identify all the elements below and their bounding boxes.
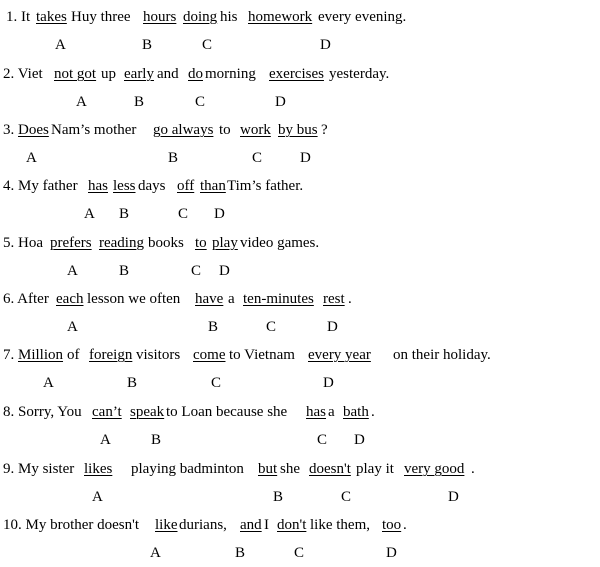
- q10-letter-a: A: [150, 545, 161, 561]
- q9-text: 9. My sister: [3, 461, 75, 477]
- q3-text: ?: [321, 122, 328, 138]
- q6-text: lesson we often: [87, 291, 181, 307]
- q8-text: .: [371, 404, 375, 420]
- question-7-letters: [0, 373, 600, 393]
- q3-text: Nam’s mother: [51, 122, 137, 138]
- q1-option-b-word: hours: [143, 9, 177, 25]
- q10-letter-b: B: [235, 545, 246, 561]
- q7-letter-d: D: [323, 375, 334, 391]
- q4-option-c-word: off: [177, 178, 195, 194]
- q9-letter-b: B: [273, 489, 284, 505]
- q2-letter-a: A: [76, 94, 87, 110]
- q1-letter-c: C: [202, 37, 213, 53]
- q2-text: 2. Viet: [3, 66, 43, 82]
- q4-text: Tim’s father.: [227, 178, 304, 194]
- q7-text: of: [67, 347, 80, 363]
- q2-text: up: [101, 66, 116, 82]
- question-6-letters: [0, 317, 600, 337]
- q6-option-d-word: rest: [323, 291, 345, 307]
- q6-letter-b: B: [208, 319, 219, 335]
- q10-text: like them,: [310, 517, 370, 533]
- question-5-letters: [0, 261, 600, 281]
- q8-letter-d: D: [354, 432, 365, 448]
- q2-option-a-word: not got: [54, 66, 97, 82]
- q10-text: durians,: [179, 517, 227, 533]
- q8-text: a: [328, 404, 335, 420]
- q5-letter-a: A: [67, 263, 78, 279]
- question-8-letters: [0, 430, 600, 450]
- q1-text: Huy three: [71, 9, 131, 25]
- q3-option-d-word: by bus: [278, 122, 318, 138]
- q5-letter-b: B: [119, 263, 130, 279]
- q2-text: morning: [205, 66, 256, 82]
- q6-letter-c: C: [266, 319, 277, 335]
- q9-option-b-word: but: [258, 461, 278, 477]
- question-9-letters: [0, 487, 600, 507]
- q7-text: 7.: [3, 347, 15, 363]
- q1-text: his: [220, 9, 238, 25]
- q6-text: .: [348, 291, 352, 307]
- q3-text: 3.: [3, 122, 15, 138]
- q1-text: every evening.: [318, 9, 407, 25]
- q9-letter-d: D: [448, 489, 459, 505]
- q10-option-d-word: too: [382, 517, 402, 533]
- q3-letter-d: D: [300, 150, 311, 166]
- q5-option-c-word: to: [195, 235, 207, 251]
- q7-text: on their holiday.: [393, 347, 491, 363]
- q10-text: I: [264, 517, 269, 533]
- q1-option-a-word: takes: [36, 9, 67, 25]
- q4-option-a-word: has: [88, 178, 108, 194]
- q5-letter-c: C: [191, 263, 202, 279]
- q6-option-a-word: each: [56, 291, 84, 307]
- q10-option-c-word: don't: [277, 517, 307, 533]
- q2-letter-c: C: [195, 94, 206, 110]
- q2-letter-b: B: [134, 94, 145, 110]
- q3-letter-c: C: [252, 150, 263, 166]
- question-3-letters: [0, 148, 600, 168]
- q2-letter-d: D: [275, 94, 286, 110]
- q4-letter-b: B: [119, 206, 130, 222]
- q8-option-a-word: can’t: [92, 404, 122, 420]
- q4-letter-a: A: [84, 206, 95, 222]
- q4-text: days: [138, 178, 166, 194]
- q7-letter-c: C: [211, 375, 222, 391]
- q6-text: a: [228, 291, 235, 307]
- q1-letter-a: A: [55, 37, 66, 53]
- question-1-letters: [0, 35, 600, 55]
- q4-option-d-word: than: [200, 178, 226, 194]
- q10-text: .: [403, 517, 407, 533]
- question-4-letters: [0, 204, 600, 224]
- q6-option-c-word: ten-minutes: [243, 291, 314, 307]
- q9-letter-a: A: [92, 489, 103, 505]
- q8-text: to Loan because she: [166, 404, 288, 420]
- q7-option-d-word: every year: [308, 347, 371, 363]
- q3-letter-a: A: [26, 150, 37, 166]
- q1-letter-b: B: [142, 37, 153, 53]
- q9-text: she: [280, 461, 300, 477]
- q10-letter-c: C: [294, 545, 305, 561]
- q9-text: play it: [356, 461, 394, 477]
- q5-option-a-word: prefers: [50, 235, 92, 251]
- q9-option-c-word: doesn't: [309, 461, 351, 477]
- q10-text: 10. My brother doesn't: [3, 517, 140, 533]
- q4-letter-d: D: [214, 206, 225, 222]
- question-10-letters: [0, 543, 600, 563]
- q4-letter-c: C: [178, 206, 189, 222]
- q7-option-c-word: come: [193, 347, 226, 363]
- q6-letter-a: A: [67, 319, 78, 335]
- q8-letter-c: C: [317, 432, 328, 448]
- q3-option-a-word: Does: [18, 122, 49, 138]
- q6-letter-d: D: [327, 319, 338, 335]
- q3-text: to: [219, 122, 231, 138]
- q8-text: 8. Sorry, You: [3, 404, 82, 420]
- q9-option-a-word: likes: [84, 461, 113, 477]
- q5-letter-d: D: [219, 263, 230, 279]
- q5-option-b-word: reading: [99, 235, 144, 251]
- q5-text: video games.: [240, 235, 320, 251]
- q5-text: 5. Hoa: [3, 235, 43, 251]
- q7-text: to Vietnam: [229, 347, 295, 363]
- q4-option-b-word: less: [113, 178, 136, 194]
- q1-option-c-word: doing: [183, 9, 218, 25]
- q10-letter-d: D: [386, 545, 397, 561]
- q3-letter-b: B: [168, 150, 179, 166]
- q9-letter-c: C: [341, 489, 352, 505]
- question-2-letters: [0, 92, 600, 112]
- q2-option-b-word: early: [124, 66, 154, 82]
- q1-text: 1. It: [6, 9, 31, 25]
- q8-letter-a: A: [100, 432, 111, 448]
- q7-letter-b: B: [127, 375, 138, 391]
- q7-option-b-word: foreign: [89, 347, 133, 363]
- q3-option-b-word: go always: [153, 122, 214, 138]
- q9-option-d-word: very good: [404, 461, 465, 477]
- q8-option-c-word: has: [306, 404, 326, 420]
- q2-text: and: [157, 66, 179, 82]
- q7-option-a-word: Million: [18, 347, 64, 363]
- q10-option-a-word: like: [155, 517, 178, 533]
- q1-option-d-word: homework: [248, 9, 313, 25]
- q4-text: 4. My father: [3, 178, 78, 194]
- q10-option-b-word: and: [240, 517, 262, 533]
- q2-text: yesterday.: [329, 66, 390, 82]
- q5-text: books: [148, 235, 184, 251]
- q1-letter-d: D: [320, 37, 331, 53]
- q5-option-d-word: play: [212, 235, 238, 251]
- q9-text: playing badminton: [131, 461, 244, 477]
- q8-option-b-word: speak: [130, 404, 165, 420]
- q6-option-b-word: have: [195, 291, 224, 307]
- q7-text: visitors: [136, 347, 181, 363]
- q2-option-d-word: exercises: [269, 66, 324, 82]
- q7-letter-a: A: [43, 375, 54, 391]
- q8-letter-b: B: [151, 432, 162, 448]
- q8-option-d-word: bath: [343, 404, 369, 420]
- q6-text: 6. After: [3, 291, 49, 307]
- q2-option-c-word: do: [188, 66, 203, 82]
- q3-option-c-word: work: [240, 122, 271, 138]
- q9-text: .: [471, 461, 475, 477]
